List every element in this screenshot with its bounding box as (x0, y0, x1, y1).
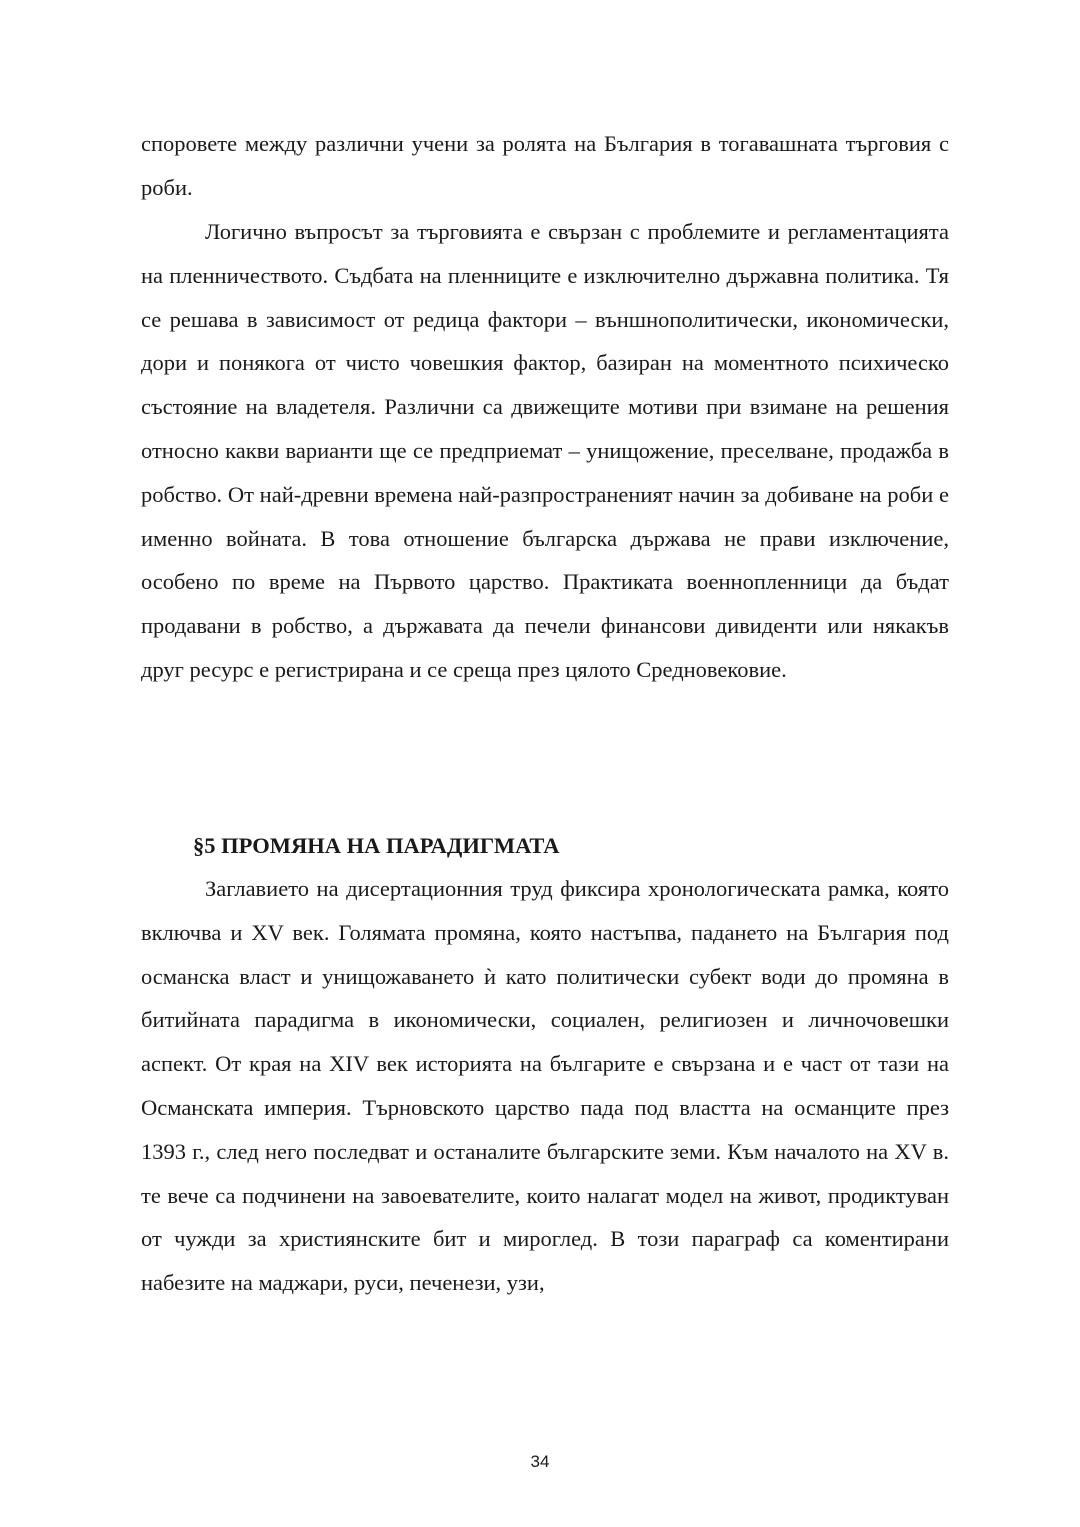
section-heading: §5 ПРОМЯНА НА ПАРАДИГМАТА (193, 833, 560, 858)
paragraph-trade-captivity (141, 210, 949, 692)
paragraph-text: Заглавието на дисертационния труд фиксира хронологическата рамка, която включва и XV век. Голямата промяна, която настъпва, падането на България под османска власт и унищожаването ѝ като политически субект води до промяна в битийната парадигма в икономически, социален, религиозен и личночовешки аспект. От края на XIV век историята на българите е свързана и е част от тази на Османската империя. Търновското царство пада под властта на османците през 1393 г., след него последват и останалите българските земи. Към началото на XV в. те вече са подчинени на завоевателите, които налагат модел на живот, продиктуван от чужди за християнските бит и мироглед. В този параграф са коментирани набезите на маджари, руси, печенези, узи, (141, 876, 949, 1296)
paragraph-continued (141, 122, 949, 210)
paragraph-text: споровете между различни учени за ролята на България в тогавашната търговия с роби. (141, 131, 949, 200)
paragraph-paradigm-change (141, 867, 949, 1305)
page-number: 34 (530, 1452, 550, 1471)
paragraph-text: Логично въпросът за търговията е свързан с проблемите и регламентацията на пленничеството. Съдбата на пленниците е изключително държавна политика. Тя се решава в зависимост от редица фактори – външнополитически, икономически, дори и понякога от чисто човешкия фактор, базиран на моментното психическо състояние на владетеля. Различни са движещите мотиви при взимане на решения относно какви варианти ще се предприемат – унищожение, преселване, продажба в робство. От най-древни времена най-разпространеният начин за добиване на роби е именно войната. В това отношение българска държава не прави изключение, особено по време на Първото царство. Практиката военнопленници да бъдат продавани в робство, а държавата да печели финансови дивиденти или някакъв друг ресурс е регистрирана и се среща през цялото Средновековие. (141, 219, 949, 682)
